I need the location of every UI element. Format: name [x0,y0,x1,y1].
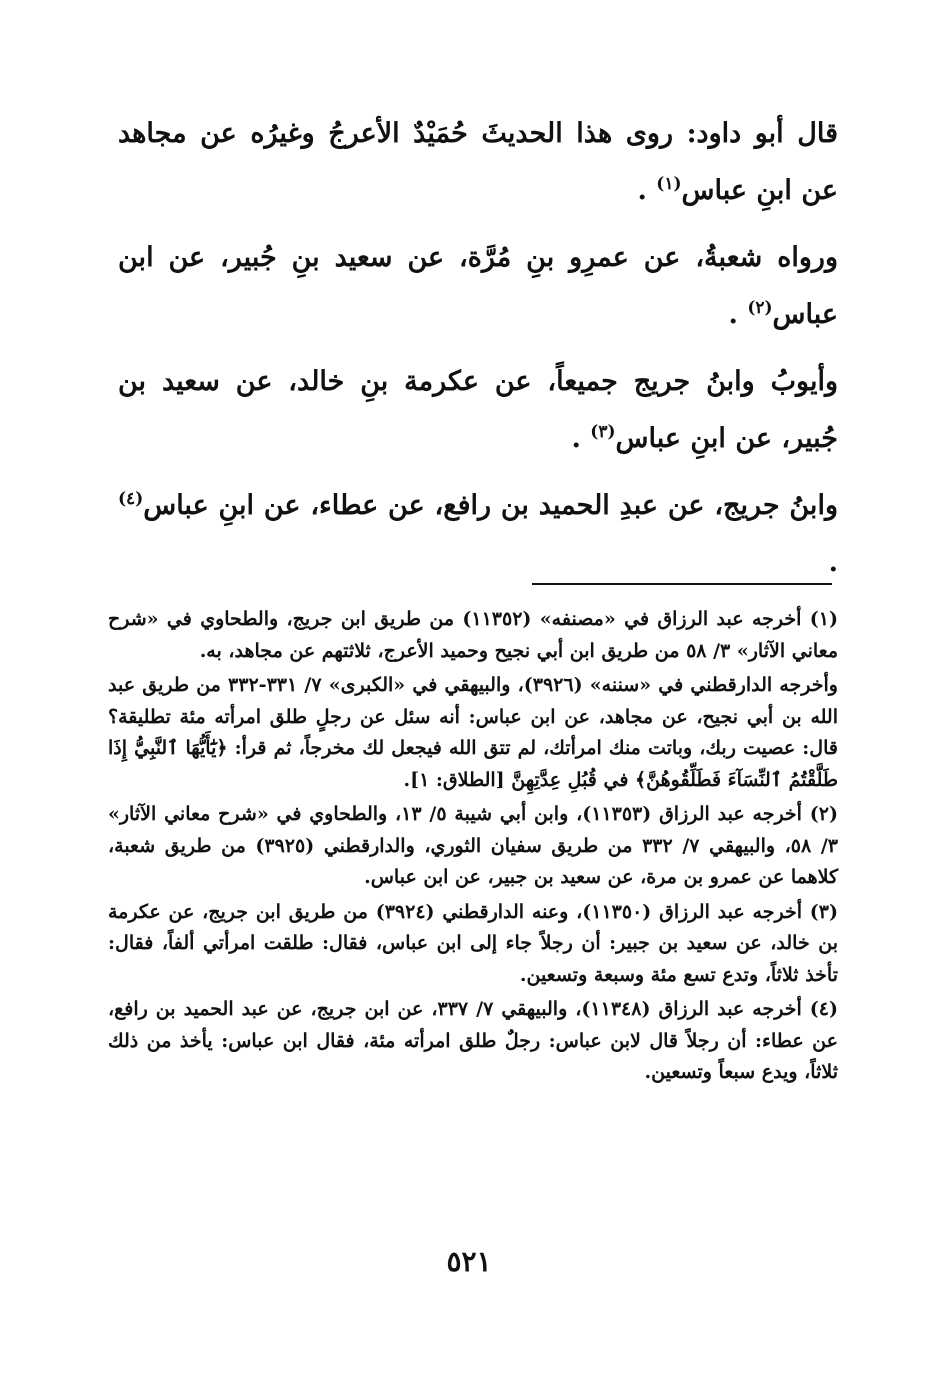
footnote-1: (١) أخرجه عبد الرزاق في «مصنفه» (١١٣٥٢) من طريق ابن جريج، والطحاوي في «شرح معاني الآثار» ٣/ ٥٨ من طريق ابن أبي نجيح وحميد الأعرج، ثلاثتهم عن مجاهد، به. [108,608,838,662]
page-number: ٥٢١ [446,1245,492,1278]
paragraph-text: قال أبو داود: روى هذا الحديثَ حُمَيْدٌ الأعرجُ وغيرُه عن مجاهد عن ابنِ عباس [118,118,838,206]
paragraph-text: وأيوبُ وابنُ جريج جميعاً، عن عكرمة بنِ خالد، عن سعيد بن جُبير، عن ابنِ عباس [118,366,838,454]
paragraph-text: وابنُ جريج، عن عبدِ الحميد بن رافع، عن عطاء، عن ابنِ عباس [143,490,838,521]
footnote-1-continued: وأخرجه الدارقطني في «سننه» (٣٩٢٦)، والبيهقي في «الكبرى» ٧/ ٣٣١-٣٣٢ من طريق عبد الله بن أبي نجيح، عن مجاهد، عن ابن عباس: أنه سئل عن رجلٍ طلق امرأته مئة تطليقة؟ قال: عصيت ربك، وباتت منك امرأتك، لم تتق الله فيجعل لك مخرجاً، ثم قرأ: ﴿يَٰٓأَيُّهَا ٱلنَّبِيُّ إِذَا طَلَّقْتُمُ ٱلنِّسَآءَ فَطَلِّقُوهُنَّ﴾ في قُبُلِ عِدَّتِهِنَّ [الطلاق: ١]. [108,674,838,791]
footnote-3: (٣) أخرجه عبد الرزاق (١١٣٥٠)، وعنه الدارقطني (٣٩٢٤) من طريق ابن جريج، عن عكرمة بن خالد، عن سعيد بن جبير: أن رجلاً جاء إلى ابن عباس، فقال: طلقت امرأتي ألفاً، فقال: تأخذ ثلاثاً، وتدع تسع مئة وسبعة وتسعين. [108,900,838,986]
footnote-ref-3: (٣) [590,422,616,442]
footnote-ref-4: (٤) [118,489,144,509]
footnote-ref-1: (١) [656,174,682,194]
paragraph-ibn-jurayj [118,477,838,591]
paragraph-ayyub [118,353,838,467]
main-text [118,105,838,601]
paragraph-end: . [828,547,838,578]
paragraph-end: . [637,175,657,206]
paragraph-shuba [118,229,838,343]
footnote-ref-2: (٢) [747,298,773,318]
footnote-4: (٤) أخرجه عبد الرزاق (١١٣٤٨)، والبيهقي ٧/ ٣٣٧، عن ابن جريج، عن عبد الحميد بن رافع، عن عطاء: أن رجلاً قال لابن عباس: رجلٌ طلق امرأته مئة، فقال ابن عباس: يأخذ من ذلك ثلاثاً، ويدع سبعاً وتسعين. [108,998,838,1083]
paragraph-text: ورواه شعبةُ، عن عمرِو بنِ مُرَّة، عن سعيد بنِ جُبير، عن ابن عباس [118,242,838,330]
footnotes [108,604,838,1092]
paragraph-abu-dawud [118,105,838,219]
footnote-separator [532,583,832,585]
footnote-2: (٢) أخرجه عبد الرزاق (١١٣٥٣)، وابن أبي شيبة ٥/ ١٣، والطحاوي في «شرح معاني الآثار» ٣/ ٥٨، والبيهقي ٧/ ٣٣٢ من طريق سفيان الثوري، والدارقطني (٣٩٢٥) من طريق شعبة، كلاهما عن عمرو بن مرة، عن سعيد بن جبير، عن ابن عباس. [108,803,839,888]
paragraph-end: . [728,299,748,330]
paragraph-end: . [571,423,591,454]
